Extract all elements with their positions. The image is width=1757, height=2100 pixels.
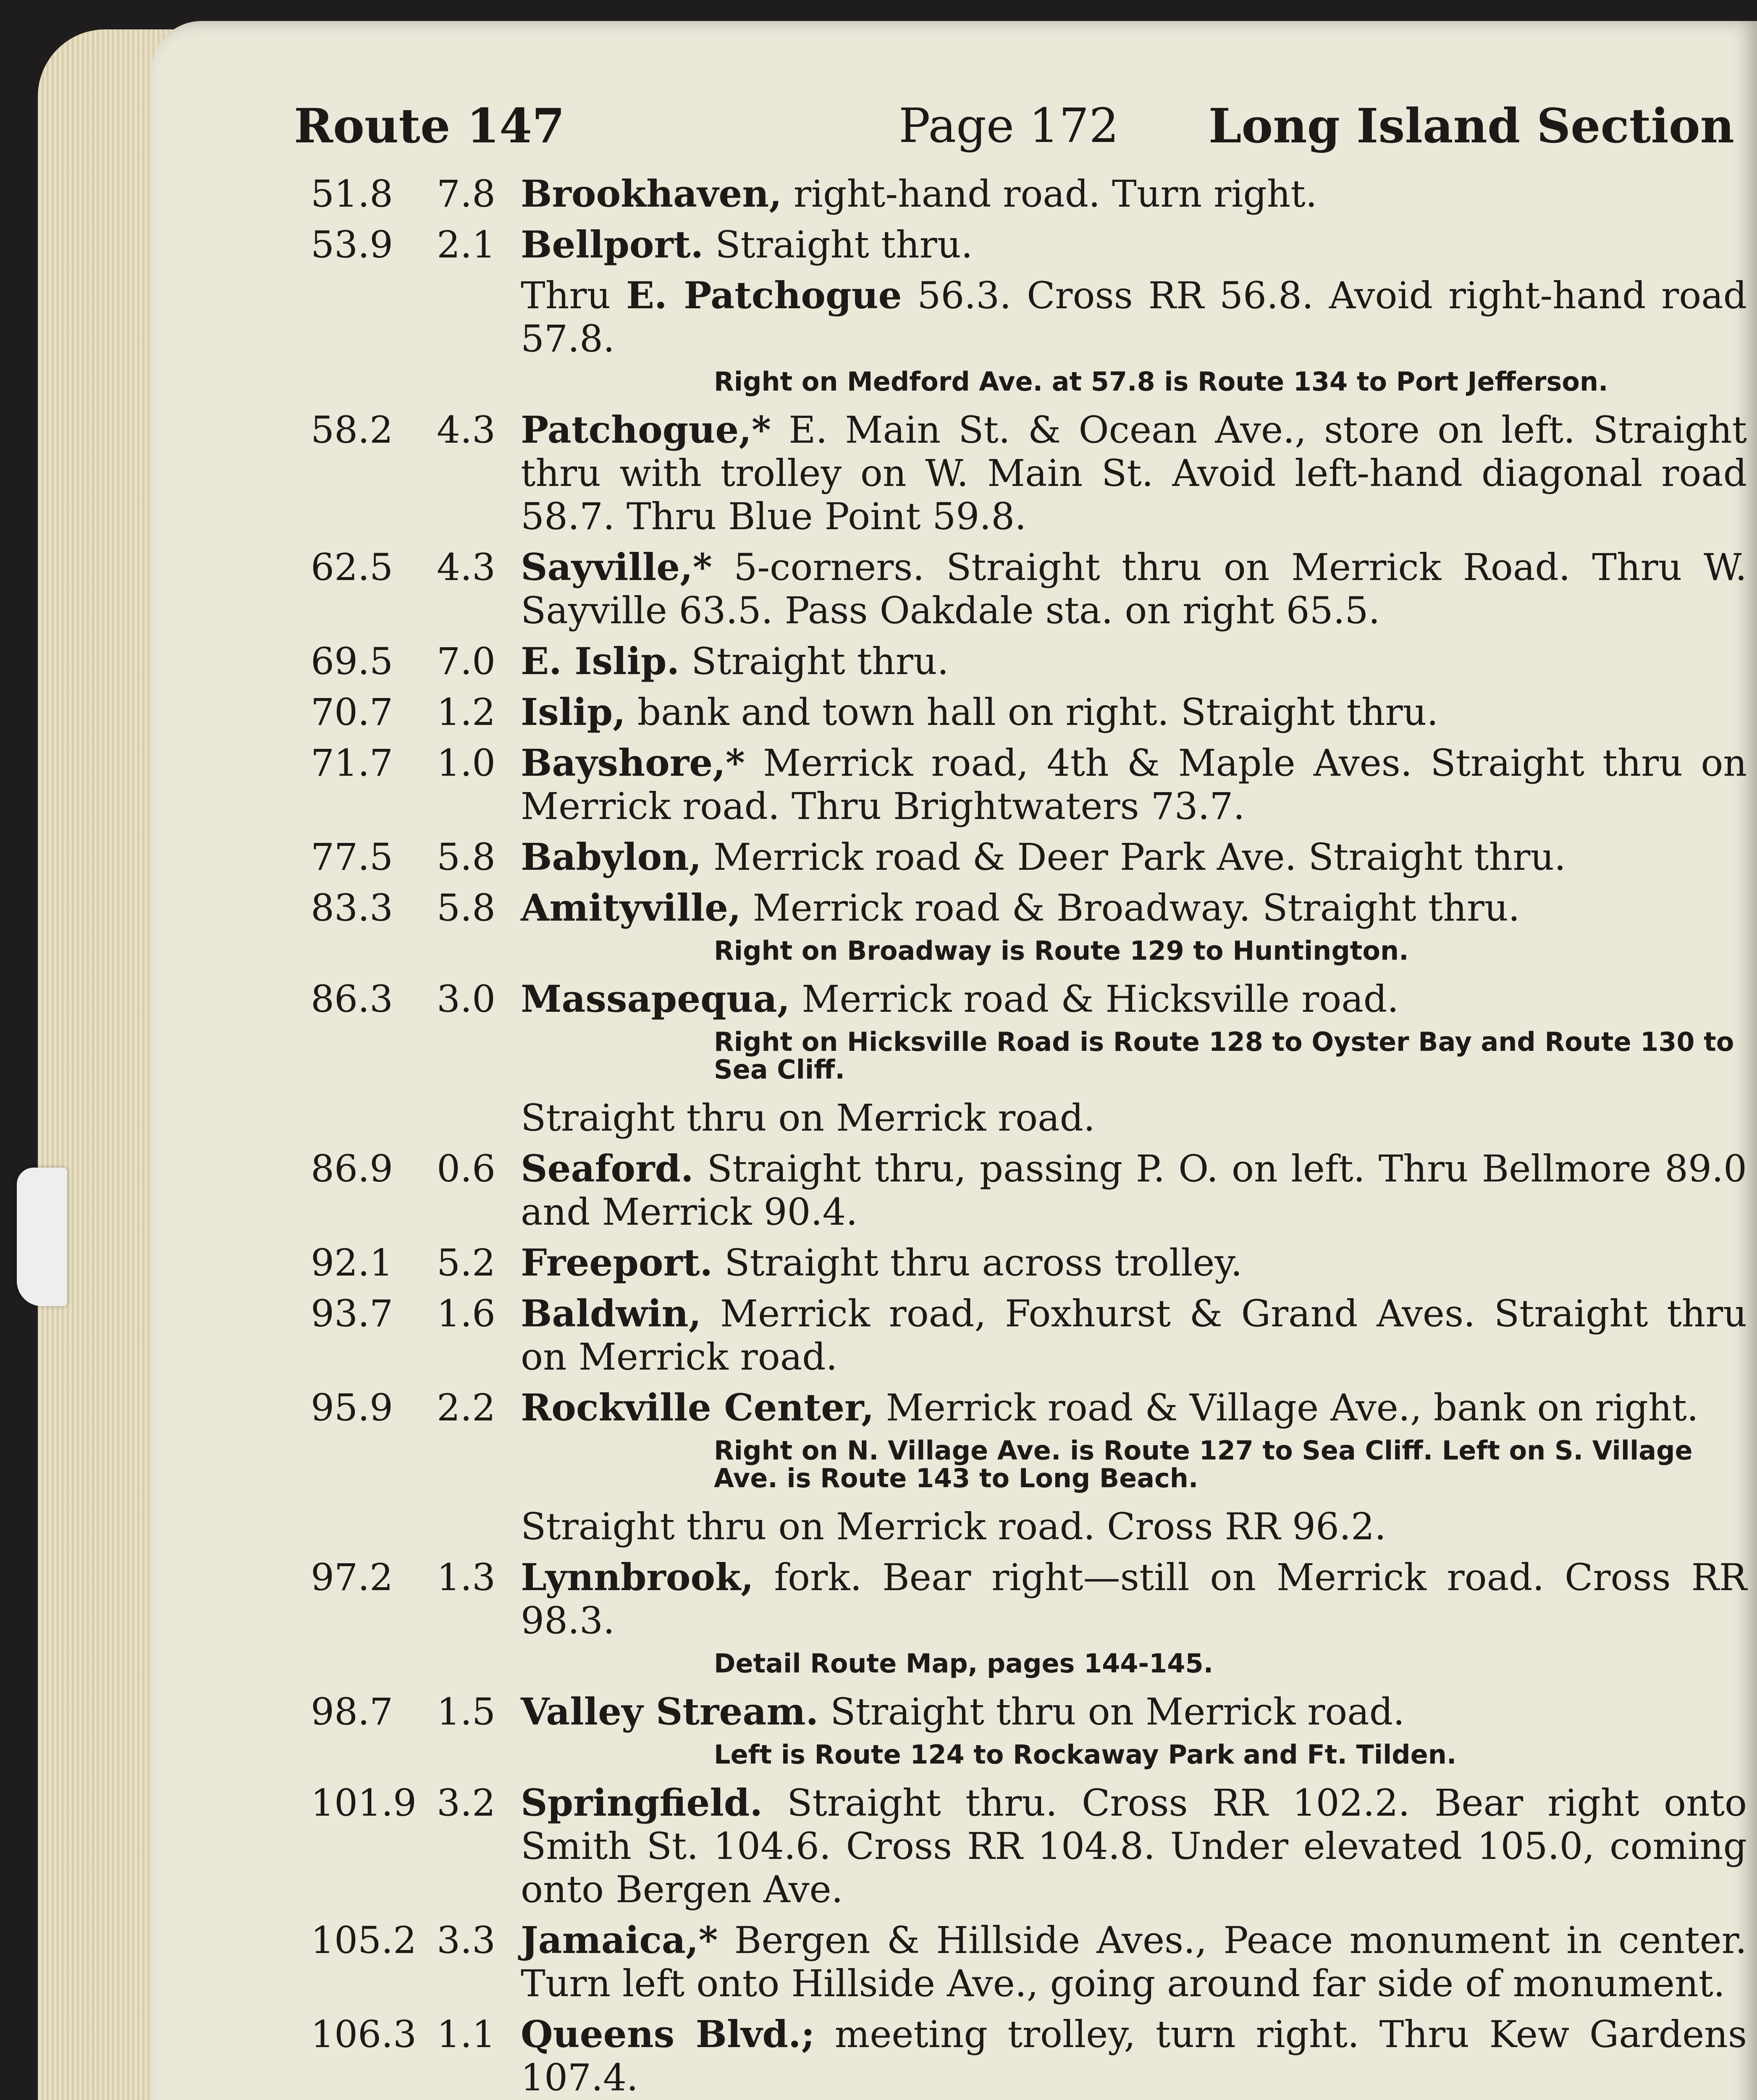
leg-distance: 2.1 [437,223,496,266]
leg-distance: 3.2 [437,1781,496,1824]
directions: Bergen & Hillside Aves., Peace monument in center. Turn left onto Hillside Ave., going around far side of monument. [521,1919,1747,2005]
cumulative-mileage: 69.5 [311,640,393,683]
section-title: Long Island Section [1208,99,1734,154]
place-name: Baldwin, [521,1292,702,1335]
cumulative-mileage: 97.2 [311,1556,393,1599]
place-name: Amityville, [521,886,741,929]
route-note: Detail Route Map, pages 144-145. [714,1648,1214,1679]
entry-text [521,1556,1747,1642]
place-name: Queens Blvd.; [521,2012,815,2056]
leg-distance: 1.0 [437,741,496,785]
route-entry [311,1919,1747,2005]
entry-text [521,1292,1747,1378]
place-name: Bellport. [521,223,704,266]
leg-distance: 1.2 [437,690,496,734]
entry-text [521,886,1747,929]
place-name: Seaford. [521,1147,694,1190]
route-entry [311,1690,1747,1733]
leg-distance: 1.1 [437,2013,496,2056]
directions: Straight thru on Merrick road. [818,1690,1405,1733]
cumulative-mileage: 98.7 [311,1690,393,1733]
leg-distance: 5.8 [437,886,496,929]
leg-distance: 3.3 [437,1919,496,1962]
cumulative-mileage: 51.8 [311,172,393,215]
directions: Straight thru across trolley. [713,1241,1243,1284]
entry-text [521,1147,1747,1234]
leg-distance: 7.8 [437,172,496,215]
route-entry [311,977,1747,1021]
cumulative-mileage: 106.3 [311,2013,417,2056]
leg-distance: 4.3 [437,546,496,589]
place-name: Sayville,* [521,545,712,589]
route-entry [311,886,1747,929]
directions: Merrick road & Broadway. Straight thru. [741,886,1520,929]
entry-text [521,274,1747,360]
directions: 56.3. Cross RR 56.8. Avoid right-hand road 57.8. [521,274,1747,360]
route-note: Right on Broadway is Route 129 to Huntington. [714,935,1409,966]
directions: Straight thru. [679,640,949,683]
directions: Merrick road & Deer Park Ave. Straight thru. [701,835,1566,879]
route-number: Route 147 [294,99,565,154]
cumulative-mileage: 95.9 [311,1386,393,1429]
cumulative-mileage: 70.7 [311,690,393,734]
page-number: Page 172 [899,99,1119,153]
route-entry [311,1556,1747,1642]
instruction-line: Straight thru on Merrick road. Cross RR 96.2. [521,1505,1386,1548]
route-entry [311,835,1747,879]
place-name: Patchogue,* [521,408,771,452]
leg-distance: 1.6 [437,1292,496,1335]
entry-text [521,977,1747,1021]
entry-text [521,741,1747,828]
directions: bank and town hall on right. Straight thru. [625,690,1439,734]
directions: right-hand road. Turn right. [781,172,1317,215]
cumulative-mileage: 101.9 [311,1781,417,1824]
leg-distance: 4.3 [437,408,496,452]
place-name: Lynnbrook, [521,1555,754,1599]
leg-distance: 1.5 [437,1690,496,1733]
route-entry [311,1241,1747,1284]
directions: Straight thru. [703,223,973,266]
cumulative-mileage: 83.3 [311,886,393,929]
page-header [294,99,1734,166]
entry-text [521,690,1747,734]
entry-text [521,835,1747,879]
cumulative-mileage: 53.9 [311,223,393,266]
leg-distance: 0.6 [437,1147,496,1190]
directions: Merrick road & Village Ave., bank on right. [874,1386,1699,1429]
route-note: Left is Route 124 to Rockaway Park and Ft. Tilden. [714,1739,1457,1770]
place-name: Rockville Center, [521,1386,874,1429]
entry-text [521,1241,1747,1284]
directions: E. Main St. & Ocean Ave., store on left. Straight thru with trolley on W. Main St. Avoid left-hand diagonal road 58.7. Thru Blue Point 59.8. [521,408,1747,538]
tab-sticker [17,1168,67,1306]
entry-text [521,1386,1747,1429]
entry-prefix: Thru [521,274,626,317]
route-entry [311,640,1747,683]
entry-text [521,223,1747,266]
leg-distance: 3.0 [437,977,496,1021]
place-name: Jamaica,* [521,1918,718,1962]
cumulative-mileage: 105.2 [311,1919,417,1962]
entry-text [521,640,1747,683]
route-entry [311,1292,1747,1378]
leg-distance: 7.0 [437,640,496,683]
route-entry [311,1386,1747,1429]
entry-text [521,546,1747,632]
route-entry [311,2013,1747,2099]
cumulative-mileage: 93.7 [311,1292,393,1335]
place-name: Bayshore,* [521,741,745,785]
directions: Straight thru, passing P. O. on left. Thru Bellmore 89.0 and Merrick 90.4. [521,1147,1747,1234]
route-entry [311,223,1747,266]
cumulative-mileage: 77.5 [311,835,393,879]
route-entry [311,741,1747,828]
route-entry [311,1147,1747,1234]
cumulative-mileage: 58.2 [311,408,393,452]
entry-text [521,172,1747,215]
directions: Merrick road, 4th & Maple Aves. Straight thru on Merrick road. Thru Brightwaters 73.7. [521,741,1747,828]
leg-distance: 2.2 [437,1386,496,1429]
route-note: Right on Hicksville Road is Route 128 to Oyster Bay and Route 130 to Sea Cliff. [714,1026,1734,1085]
place-name: Massapequa, [521,977,790,1021]
place-name: E. Islip. [521,639,680,683]
entry-text [521,1781,1747,1911]
route-entry [311,172,1747,215]
directions: meeting trolley, turn right. Thru Kew Gardens 107.4. [521,2013,1747,2099]
directions: Straight thru. Cross RR 102.2. Bear right onto Smith St. 104.6. Cross RR 104.8. Under elevated 105.0, coming onto Bergen Ave. [521,1781,1747,1911]
cumulative-mileage: 71.7 [311,741,393,785]
entry-text [521,1919,1747,2005]
directions: Merrick road & Hicksville road. [790,977,1399,1021]
leg-distance: 5.8 [437,835,496,879]
cumulative-mileage: 92.1 [311,1241,393,1284]
place-name: Islip, [521,690,626,734]
route-note: Right on N. Village Ave. is Route 127 to Sea Cliff. Left on S. Village Ave. is Route 143 to Long Beach. [714,1435,1693,1494]
route-entry [311,546,1747,632]
entry-text [521,408,1747,538]
place-name: Springfield. [521,1781,763,1824]
entry-text [521,1690,1747,1733]
place-name: E. Patchogue [626,273,902,317]
route-entries [311,172,1747,2100]
directions: 5-corners. Straight thru on Merrick Road. Thru W. Sayville 63.5. Pass Oakdale sta. on right 65.5. [521,546,1747,632]
route-entry [311,1781,1747,1911]
cumulative-mileage: 86.9 [311,1147,393,1190]
entry-text [521,2013,1747,2099]
place-name: Freeport. [521,1241,713,1284]
route-entry [311,408,1747,538]
instruction-line: Straight thru on Merrick road. [521,1096,1095,1139]
leg-distance: 5.2 [437,1241,496,1284]
cumulative-mileage: 86.3 [311,977,393,1021]
route-note: Right on Medford Ave. at 57.8 is Route 134 to Port Jefferson. [714,366,1608,397]
directions: Merrick road, Foxhurst & Grand Aves. Straight thru on Merrick road. [521,1292,1747,1378]
route-entry [311,274,1747,360]
directions: fork. Bear right—still on Merrick road. Cross RR 98.3. [521,1556,1747,1642]
place-name: Brookhaven, [521,172,782,215]
cumulative-mileage: 62.5 [311,546,393,589]
leg-distance: 1.3 [437,1556,496,1599]
place-name: Babylon, [521,835,702,879]
place-name: Valley Stream. [521,1690,819,1733]
route-entry [311,690,1747,734]
